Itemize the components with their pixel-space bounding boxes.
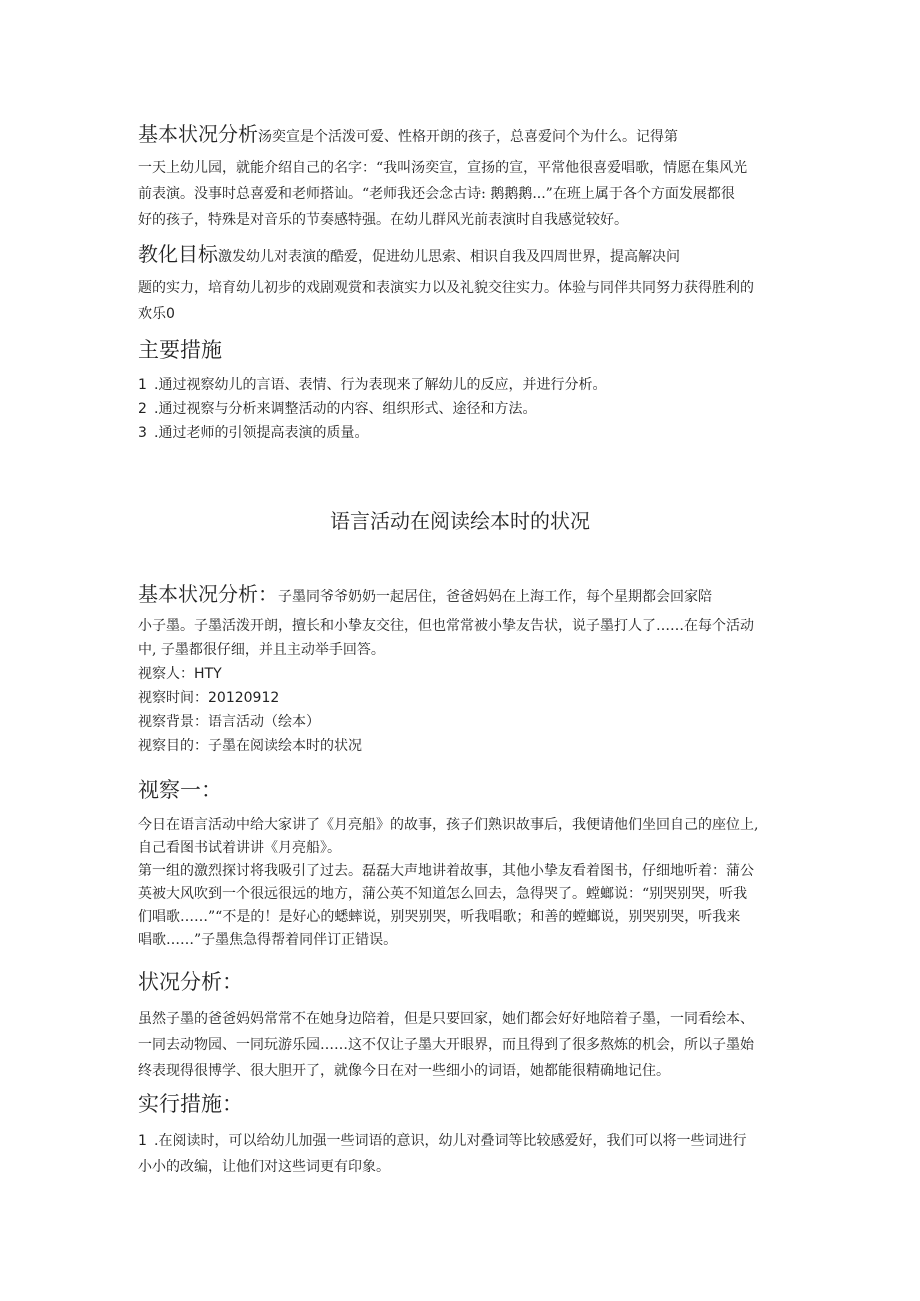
section1-heading-measures: 主要措施 (138, 338, 222, 362)
list-item (138, 398, 788, 420)
list-text: .通过老师的引领提高表演的质量。 (154, 425, 369, 441)
goals-last-number: 0 (166, 306, 175, 322)
list-text: .通过视察幼儿的言语、表情、行为表现来了解幼儿的反应，并进行分析。 (154, 377, 607, 393)
paragraph-line: 今日在语言活动中给大家讲了《月亮船》的故事，孩子们熟识故事后，我便请他们坐回自己的座位上, (138, 817, 759, 833)
paragraph-line: 终表现得很博学、很大胆开了，就像今日在对一些细小的词语，她都能很精确地记住。 (138, 1063, 670, 1079)
observer-line (138, 663, 788, 685)
paragraph-line: 小小的改编，让他们对这些词更有印象。 (138, 1159, 390, 1175)
list-number: 2 (138, 401, 147, 417)
paragraph-line: 第一组的激烈探讨将我吸引了过去。磊磊大声地讲着故事，其他小挚友看着图书，仔细地听着：蒲公 (138, 863, 754, 879)
observer-label: 视察人： (138, 666, 194, 682)
observer-value: HTY (194, 666, 222, 682)
background-line: 视察背景：语言活动（绘本） (138, 714, 320, 730)
paragraph-line: 一天上幼儿园，就能介绍自己的名字：“我叫汤奕宣，宣扬的宣，平常他很喜爱唱歌，情愿在集风光 (138, 160, 748, 176)
paragraph-line: 们唱歌……”“不是的！是好心的蟋蟀说，别哭别哭，听我唱歌；和善的螳螂说，别哭别哭，听我来 (138, 909, 741, 925)
paragraph-line: 英被大风吹到一个很远很远的地方，蒲公英不知道怎么回去，急得哭了。螳螂说：“别哭别哭，听我 (138, 886, 748, 902)
section1-heading-goals: 教化目标 (138, 242, 218, 266)
basic-analysis-text: 汤奕宣是个活泼可爱、性格开朗的孩子，总喜爱问个为什么。记得第 (258, 129, 678, 145)
section2-basic-analysis (138, 580, 788, 757)
paragraph-line: 题的实力，培育幼儿初步的戏剧观赏和表演实力以及礼貌交往实力。体验与同伴共同努力获得胜利的 (138, 280, 754, 296)
list-number: 3 (138, 425, 147, 441)
paragraph-line: 自己看图书试着讲讲《月亮船》。 (138, 840, 341, 856)
list-text: .在阅读时，可以给幼儿加强一些词语的意识，幼儿对叠词等比较感爱好，我们可以将一些词进行 (154, 1133, 747, 1149)
paragraph-line (138, 303, 788, 325)
paragraph-line: 好的孩子，特殊是对音乐的节奏感特强。在幼儿群风光前表演时自我感觉较好。 (138, 212, 628, 228)
basic-analysis-first-line (138, 580, 788, 611)
paragraph-line: 唱歌……”子墨焦急得帮着同伴订正错误。 (138, 932, 398, 948)
paragraph-line: 中, 子墨都很仔细，并且主动举手回答。 (138, 642, 385, 658)
list-number: 1 (138, 1133, 147, 1149)
paragraph-line: 前表演。没事时总喜爱和老师搭讪。“老师我还会念古诗: 鹅鹅鹅...”在班上属于各个方面发展都很 (138, 186, 735, 202)
list-item (138, 374, 788, 396)
list-text: .通过视察与分析来调整活动的内容、组织形式、途径和方法。 (154, 401, 537, 417)
list-item (138, 1130, 788, 1152)
section1-measures (138, 336, 788, 444)
section2-heading-basic: 基本状况分析： (138, 582, 278, 606)
list-number: 1 (138, 377, 147, 393)
actions-heading: 实行措施： (138, 1092, 243, 1116)
paragraph-line: 一同去动物园、一同玩游乐园……这不仅让子墨大开眼界，而且得到了很多熬炼的机会，所以子墨始 (138, 1037, 754, 1053)
section2-title: 语言活动在阅读绘本时的状况 (330, 509, 590, 533)
goals-first-line (138, 240, 788, 271)
time-value: 20120912 (208, 690, 280, 706)
basic-analysis-text: 子墨同爷爷奶奶一起居住，爸爸妈妈在上海工作，每个星期都会回家陪 (278, 589, 712, 605)
basic-analysis-first-line (138, 120, 788, 151)
section1-heading-basic: 基本状况分析 (138, 122, 258, 146)
section1-basic-analysis (138, 120, 788, 231)
time-label: 视察时间： (138, 690, 208, 706)
purpose-line: 视察目的：子墨在阅读绘本时的状况 (138, 738, 362, 754)
paragraph-line: 虽然子墨的爸爸妈妈常常不在她身边陪着，但是只要回家，她们都会好好地陪着子墨，一同看绘本、 (138, 1011, 754, 1027)
list-item (138, 422, 788, 444)
section2-observation (138, 776, 788, 951)
goals-last-text: 欢乐 (138, 306, 166, 322)
section2-actions (138, 1090, 788, 1178)
time-line (138, 687, 788, 709)
section2-analysis (138, 968, 788, 1082)
analysis-heading: 状况分析： (138, 970, 243, 994)
section1-goals (138, 240, 788, 325)
goals-text: 激发幼儿对表演的酷爱，促进幼儿思索、相识自我及四周世界，提高解决问 (218, 249, 680, 265)
observation-heading: 视察一： (138, 778, 222, 802)
paragraph-line: 小子墨。子墨活泼开朗，擅长和小挚友交往，但也常常被小挚友告状，说子墨打人了……在每个活动 (138, 618, 754, 634)
